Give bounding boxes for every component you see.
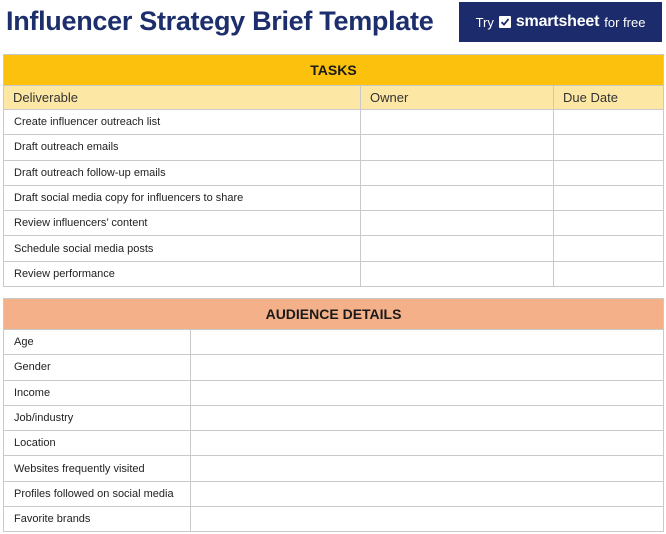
- table-row: [4, 355, 664, 380]
- table-row: [4, 211, 664, 236]
- deliverable-cell[interactable]: Draft social media copy for influencers to share: [4, 185, 361, 210]
- table-row: [4, 380, 664, 405]
- audience-value-cell[interactable]: [191, 431, 664, 456]
- banner-suffix: for free: [604, 14, 646, 30]
- table-row: [4, 481, 664, 506]
- audience-label-cell: Income: [4, 380, 191, 405]
- table-row: [4, 456, 664, 481]
- audience-value-cell[interactable]: [191, 330, 664, 355]
- audience-section-title: AUDIENCE DETAILS: [4, 299, 664, 330]
- due-date-cell[interactable]: [554, 236, 664, 261]
- table-row: [4, 110, 664, 135]
- tasks-table: [3, 54, 664, 287]
- table-row: [4, 185, 664, 210]
- deliverable-cell[interactable]: Review influencers’ content: [4, 211, 361, 236]
- page-title: Influencer Strategy Brief Template: [6, 6, 434, 36]
- due-date-cell[interactable]: [554, 261, 664, 286]
- owner-cell[interactable]: [361, 261, 554, 286]
- table-row: [4, 330, 664, 355]
- audience-value-cell[interactable]: [191, 355, 664, 380]
- owner-cell[interactable]: [361, 236, 554, 261]
- audience-label-cell: Profiles followed on social media: [4, 481, 191, 506]
- audience-label-cell: Gender: [4, 355, 191, 380]
- due-date-cell[interactable]: [554, 110, 664, 135]
- audience-value-cell[interactable]: [191, 380, 664, 405]
- banner-brand: smartsheet: [515, 13, 600, 30]
- due-date-cell[interactable]: [554, 160, 664, 185]
- smartsheet-trial-button[interactable]: [459, 2, 662, 42]
- owner-cell[interactable]: [361, 135, 554, 160]
- deliverable-cell[interactable]: Draft outreach emails: [4, 135, 361, 160]
- table-row: [4, 507, 664, 532]
- audience-label-cell: Favorite brands: [4, 507, 191, 532]
- deliverable-cell[interactable]: Review performance: [4, 261, 361, 286]
- due-date-cell[interactable]: [554, 211, 664, 236]
- tasks-section-title: TASKS: [4, 55, 664, 86]
- table-row: [4, 431, 664, 456]
- audience-value-cell[interactable]: [191, 405, 664, 430]
- owner-cell[interactable]: [361, 110, 554, 135]
- due-date-cell[interactable]: [554, 185, 664, 210]
- table-row: [4, 160, 664, 185]
- column-header-due-date: Due Date: [554, 86, 664, 110]
- due-date-cell[interactable]: [554, 135, 664, 160]
- audience-label-cell: Websites frequently visited: [4, 456, 191, 481]
- audience-value-cell[interactable]: [191, 507, 664, 532]
- audience-label-cell: Location: [4, 431, 191, 456]
- owner-cell[interactable]: [361, 211, 554, 236]
- audience-details-table: [3, 298, 664, 532]
- deliverable-cell[interactable]: Draft outreach follow-up emails: [4, 160, 361, 185]
- column-header-owner: Owner: [361, 86, 554, 110]
- table-row: [4, 405, 664, 430]
- column-header-deliverable: Deliverable: [4, 86, 361, 110]
- table-row: [4, 236, 664, 261]
- table-row: [4, 135, 664, 160]
- table-row: [4, 261, 664, 286]
- deliverable-cell[interactable]: Schedule social media posts: [4, 236, 361, 261]
- deliverable-cell[interactable]: Create influencer outreach list: [4, 110, 361, 135]
- audience-label-cell: Job/industry: [4, 405, 191, 430]
- smartsheet-check-icon: [499, 16, 511, 28]
- owner-cell[interactable]: [361, 160, 554, 185]
- audience-label-cell: Age: [4, 330, 191, 355]
- banner-prefix: Try: [475, 14, 494, 30]
- audience-value-cell[interactable]: [191, 456, 664, 481]
- owner-cell[interactable]: [361, 185, 554, 210]
- audience-value-cell[interactable]: [191, 481, 664, 506]
